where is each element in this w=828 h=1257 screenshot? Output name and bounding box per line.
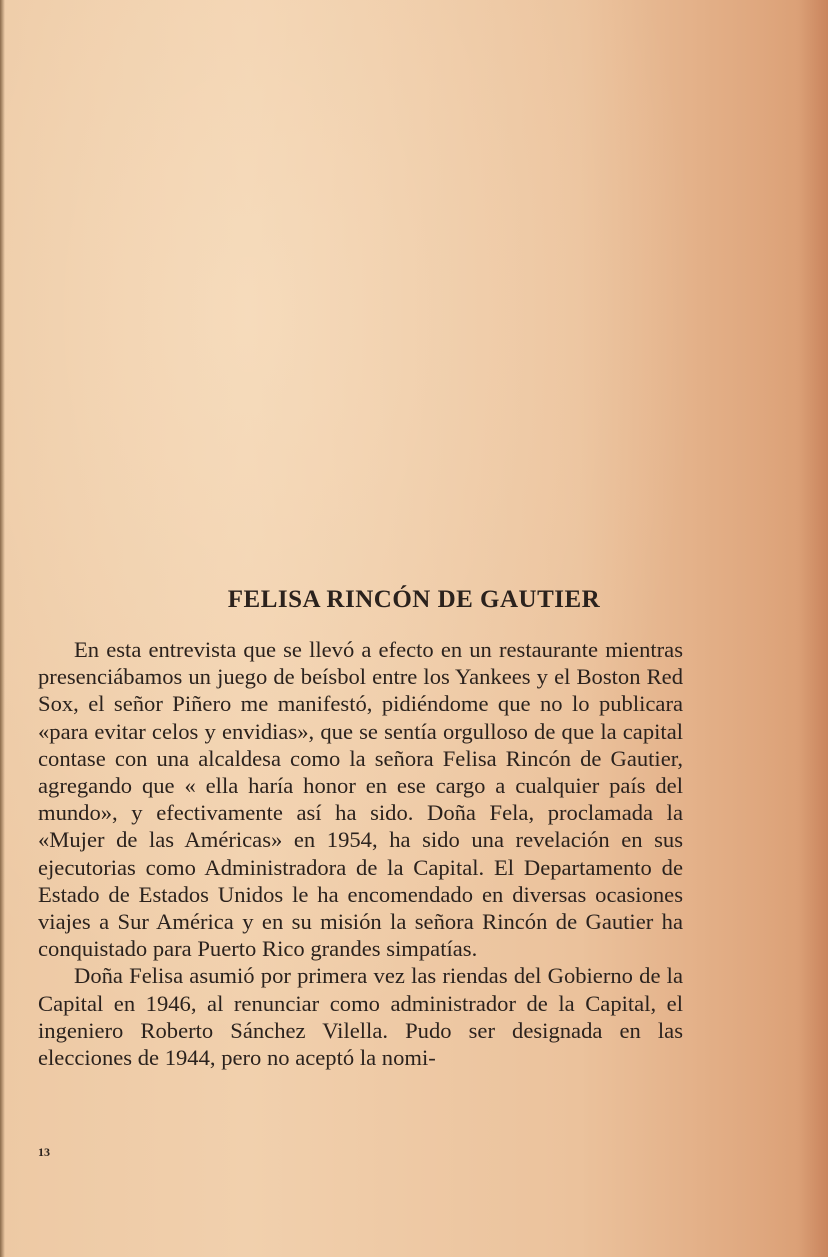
page-number: 13 — [38, 1145, 50, 1159]
paragraph-1: En esta entrevista que se llevó a efecto en un restaurante mientras presenciábamos un juego de beísbol entre los Yankees y el Boston Red Sox, el señor Piñero me manifestó, pidiéndome que no lo publicara «para evitar celos y envidias», que se sentía orgulloso de que la capital contase con una alcaldesa como la señora Felisa Rincón de Gautier, agregando que « ella haría honor en ese cargo a cualquier país del mundo», y efectivamente así ha sido. Doña Fela, proclamada la «Mujer de las Américas» en 1954, ha sido una revelación en sus ejecutorias como Administradora de la Capital. El Departamento de Estado de Estados Unidos le ha encomendado en diversas ocasiones viajes a Sur América y en su misión la señora Rincón de Gautier ha conquistado para Puerto Rico grandes simpatías. — [38, 637, 683, 962]
body-text — [38, 636, 683, 1071]
chapter-title: FELISA RINCÓN DE GAUTIER — [227, 586, 601, 613]
paragraph-2: Doña Felisa asumió por primera vez las riendas del Gobierno de la Capital en 1946, al renunciar como administrador de la Capital, el ingeniero Roberto Sánchez Vilella. Pudo ser designada en las elecciones de 1944, pero no aceptó la nomi- — [38, 963, 683, 1071]
